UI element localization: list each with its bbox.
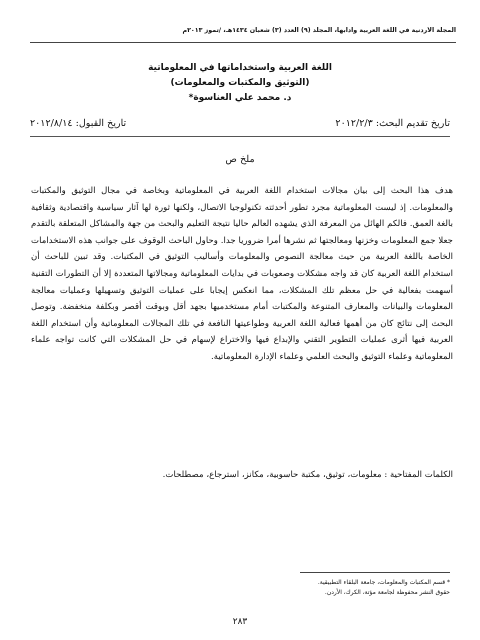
acceptance-date: تاريخ القبول: ٢٠١٢/٨/١٤ <box>30 118 127 129</box>
abstract-heading: ملخ ص <box>225 154 255 165</box>
header-divider <box>30 42 456 43</box>
dates-divider <box>30 136 450 137</box>
running-header: المجلة الأردنية في اللغة العربية وآدابها، المجلد (٩) العدد (٣) شعبان ١٤٣٤هـ، /تموز ٢٠١٣م <box>182 27 456 34</box>
article-subtitle: (التوثيق والمكتبات والمعلومات) <box>170 78 310 88</box>
title-block <box>30 60 450 106</box>
page-number: ٢٨٣ <box>232 617 248 627</box>
footnote-rights: حقوق النشر محفوظة لجامعة مؤتة، الكرك، الأردن. <box>324 589 450 596</box>
article-title: اللغة العربية واستخداماتها في المعلوماتية <box>148 63 332 73</box>
abstract-body: هدف هذا البحث إلى بيان مجالات استخدام اللغة العربية في المعلوماتية وبخاصة في مجال التوثيق والمكتبات والمعلومات. إذ ليست المعلوماتية مجرد تطور أحدثته تكنولوجيا الاتصال، ولكنها ثورة لها آثار سياسية واقتصادية وثقافية بالغة العمق. فالكم الهائل من المعرفة الذي يشهده العالم حاليا نتيجة التعليم والبحث من جهة والمشاكل المتعلقة بالتقدم جعلا جمع المعلومات وخزنها ومعالجتها ثم نشرها أمرا ضروريا جدا. وحاول الباحث الوقوف على جوانب هذه الاستخدامات الخاصة باللغة العربية من حيث معالجة النصوص والمعلومات وأساليب التوثيق في المكتبات. وقد تبين للباحث أن استخدام اللغة العربية كان قد واجه مشكلات وصعوبات في بدايات المعلوماتية ومجالاتها المتعددة إلا أن التطورات التقنية أسهمت بفعالية في حل معظم تلك المشكلات، مما انعكس إيجابا على عمليات التوثيق وتسهيلها وعمليات معالجة المعلومات والبيانات والمعارف المتنوعة والمكتبات أمام مستخدميها بجهد أقل وبوقت أقصر وبكلفة منخفضة. وتوصل البحث إلى نتائج كان من أهمها فعالية اللغة العربية وطواعيتها النافعة في تلك المجالات المعلوماتية وأن استخدام اللغة العربية فيها أثرى عمليات التطوير التقني والإبداع فيها والاختراع لإسهام في حل المشكلات التي كانت تواجه علماء المعلوماتية وعلماء التوثيق والبحث العلمي وعلماء الإدارة المعلوماتية. <box>31 186 453 362</box>
keywords-line: الكلمات المفتاحية : معلومات، توثيق، مكتبة حاسوبية، مكانز، استرجاع، مصطلحات. <box>162 470 453 480</box>
submission-date: تاريخ تقديم البحث: ٢٠١٢/٢/٣ <box>335 118 450 129</box>
footnote-divider <box>300 572 450 573</box>
author-name: د. محمد علي العناسوة* <box>188 93 292 103</box>
footnote-affiliation: * قسم المكتبات والمعلومات، جامعة البلقاء التطبيقية. <box>317 579 450 586</box>
footnotes <box>200 578 450 598</box>
